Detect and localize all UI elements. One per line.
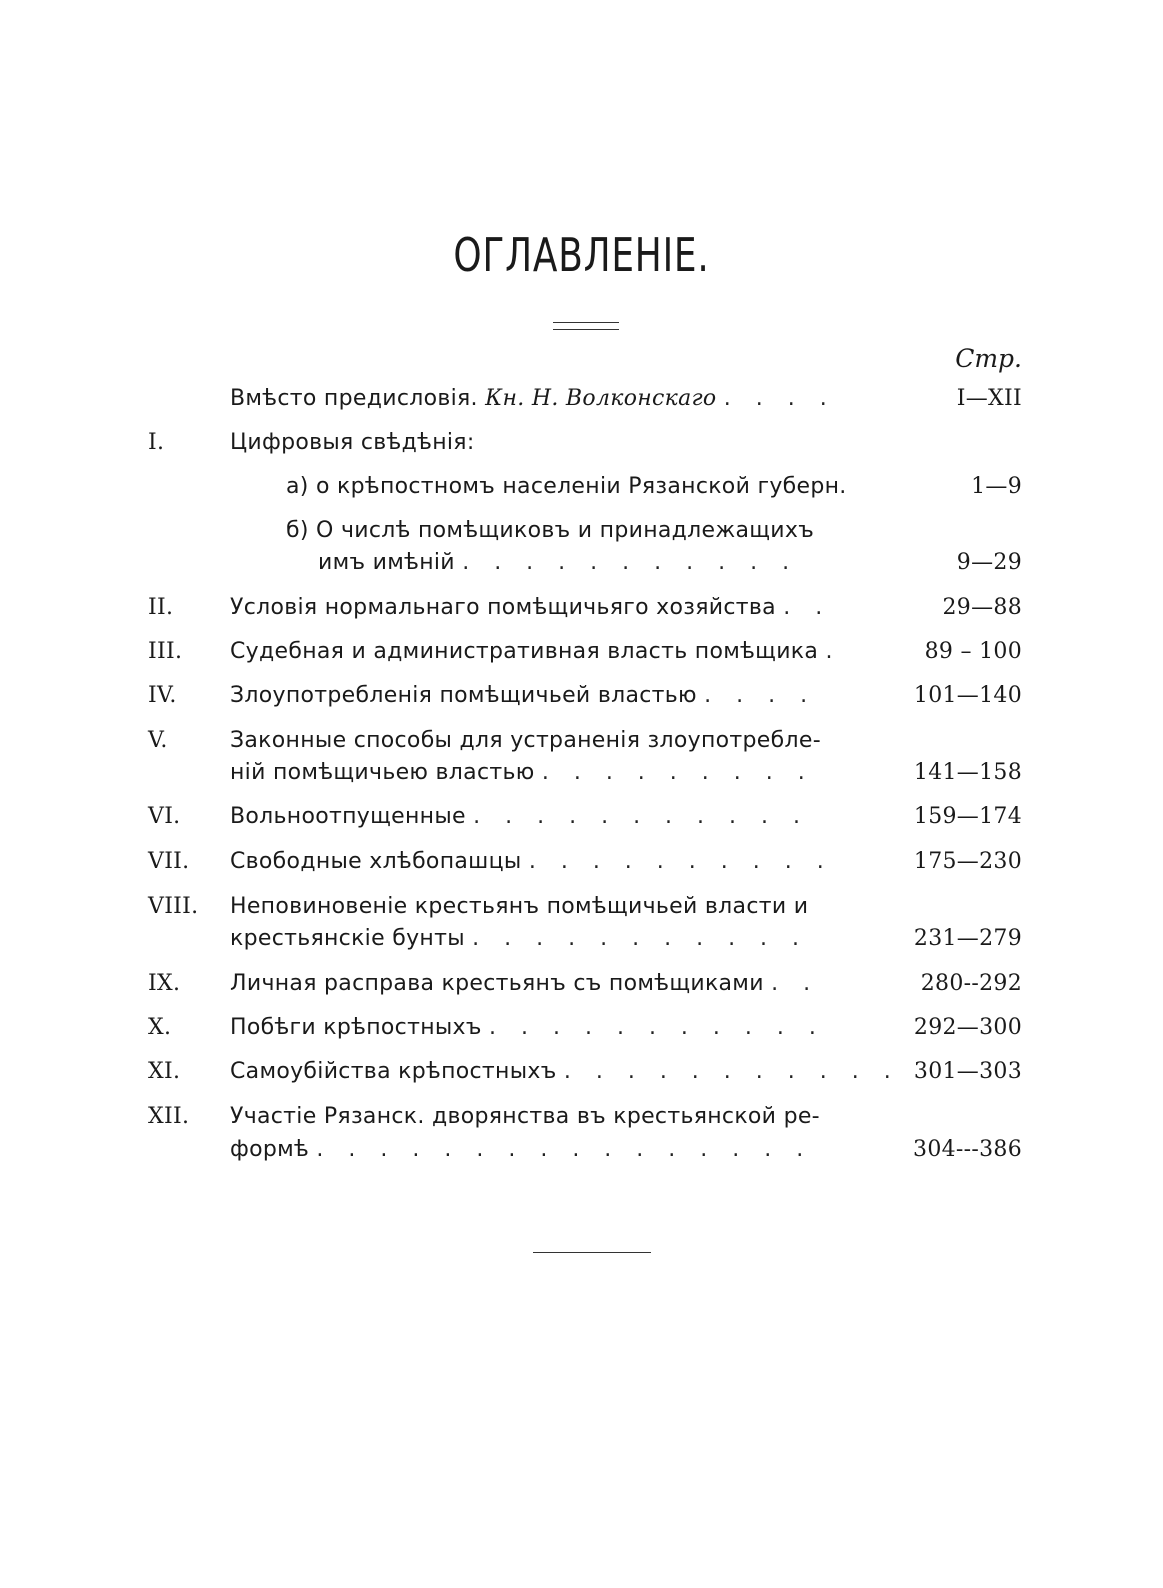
page-column-header: Стр.: [955, 344, 1022, 373]
end-divider: [533, 1252, 651, 1253]
toc-entry-label: Вмѣсто предисловія.: [230, 386, 478, 411]
toc-entry-number: IX.: [148, 971, 181, 996]
dot-leader: . . . . . . . . . . .: [473, 804, 809, 829]
toc-entry-label: Побѣги крѣпостныхъ: [230, 1015, 482, 1040]
toc-entry-text: [230, 635, 852, 669]
toc-entry-pages: 280--292: [920, 971, 1022, 996]
page-title: ОГЛАВЛЕНІЕ.: [453, 228, 710, 282]
dot-leader: . . . . . . . . . . .: [563, 1059, 900, 1084]
toc-entry-text: [230, 967, 852, 1001]
toc-entry-number: III.: [148, 639, 183, 664]
toc-entry-text-line2: [230, 1133, 852, 1167]
toc-entry-pages: 231—279: [913, 926, 1022, 951]
toc-entry-pages: 304---386: [913, 1137, 1022, 1162]
toc-entry-text-line1: б) О числѣ помѣщиковъ и принадлежащихъ: [286, 518, 815, 543]
toc-entry-text: [230, 1011, 852, 1045]
toc-entry-text-line2: [318, 546, 852, 580]
toc-entry-label: Свободные хлѣбопашцы: [230, 849, 522, 874]
toc-entry-pages: 1—9: [971, 474, 1022, 499]
dot-leader: . . . . . . . . . . .: [472, 926, 809, 951]
toc-entry-number: VII.: [148, 849, 190, 874]
toc-entry-pages: I—XII: [956, 386, 1022, 411]
toc-entry-number: XI.: [148, 1059, 181, 1084]
toc-entry-pages: 9—29: [956, 550, 1022, 575]
toc-entry-label: Условія нормальнаго помѣщичьяго хозяйства: [230, 595, 776, 620]
toc-entry-text-line1: Неповиновеніе крестьянъ помѣщичьей власти и: [230, 894, 809, 919]
toc-entry-label: Злоупотребленія помѣщичьей властью: [230, 683, 697, 708]
toc-entry-number: I.: [148, 430, 165, 455]
toc-entry-number: II.: [148, 595, 174, 620]
dot-leader: . .: [771, 971, 820, 996]
toc-entry-label: ній помѣщичьею властью: [230, 760, 535, 785]
toc-entry-label: имъ имѣній: [318, 550, 455, 575]
toc-entry-author: Кн. Н. Волконскаго: [485, 386, 717, 411]
dot-leader: .: [825, 639, 842, 664]
toc-entry-number: X.: [148, 1015, 172, 1040]
dot-leader: . . . .: [723, 386, 836, 411]
toc-entry-label: формѣ: [230, 1137, 310, 1162]
toc-entry-text: [230, 800, 852, 834]
dot-leader: . . . . . . . . . .: [528, 849, 833, 874]
toc-entry-pages: 29—88: [942, 595, 1022, 620]
toc-entry-text-line2: [230, 756, 852, 790]
toc-entry-pages: 292—300: [913, 1015, 1022, 1040]
toc-entry-pages: 301—303: [913, 1059, 1022, 1084]
toc-entry-pages: 159—174: [913, 804, 1022, 829]
dot-leader: . . . .: [704, 683, 817, 708]
dot-leader: . .: [783, 595, 832, 620]
toc-entry-label: Судебная и административная власть помѣщика: [230, 639, 819, 664]
title-divider: [553, 322, 619, 330]
dot-leader: . . . . . . . . . . . . . . . .: [316, 1137, 813, 1162]
toc-entry-pages: 175—230: [913, 849, 1022, 874]
toc-entry-pages: 101—140: [913, 683, 1022, 708]
toc-entry-text: [230, 1055, 900, 1089]
toc-entry-label: Самоубійства крѣпостныхъ: [230, 1059, 557, 1084]
toc-entry-text-line2: [230, 922, 852, 956]
toc-entry-pages: 141—158: [913, 760, 1022, 785]
toc-entry-label: крестьянскіе бунты: [230, 926, 465, 951]
toc-entry-number: IV.: [148, 683, 177, 708]
toc-entry-label: Личная расправа крестьянъ съ помѣщиками: [230, 971, 764, 996]
dot-leader: . . . . . . . . .: [541, 760, 814, 785]
toc-entry-text: [230, 679, 852, 713]
toc-entry-label: Вольноотпущенные: [230, 804, 466, 829]
toc-entry-text-line1: Законные способы для устраненія злоупотребле-: [230, 728, 821, 753]
dot-leader: . . . . . . . . . . .: [462, 550, 799, 575]
toc-entry-number: XII.: [148, 1104, 190, 1129]
toc-entry-text: [230, 845, 852, 879]
toc-entry-text: [230, 591, 852, 625]
toc-entry-number: VI.: [148, 804, 181, 829]
toc-entry-text: а) о крѣпостномъ населеніи Рязанской губерн.: [286, 474, 847, 499]
dot-leader: . . . . . . . . . . .: [489, 1015, 825, 1040]
toc-entry-text: [230, 382, 852, 416]
toc-entry-pages: 89 – 100: [924, 639, 1022, 664]
toc-entry-number: VIII.: [148, 894, 199, 919]
toc-entry-text-line1: Участіе Рязанск. дворянства въ крестьянской ре-: [230, 1104, 820, 1129]
toc-entry-text: Цифровыя свѣдѣнія:: [230, 430, 475, 455]
toc-entry-number: V.: [148, 728, 168, 753]
